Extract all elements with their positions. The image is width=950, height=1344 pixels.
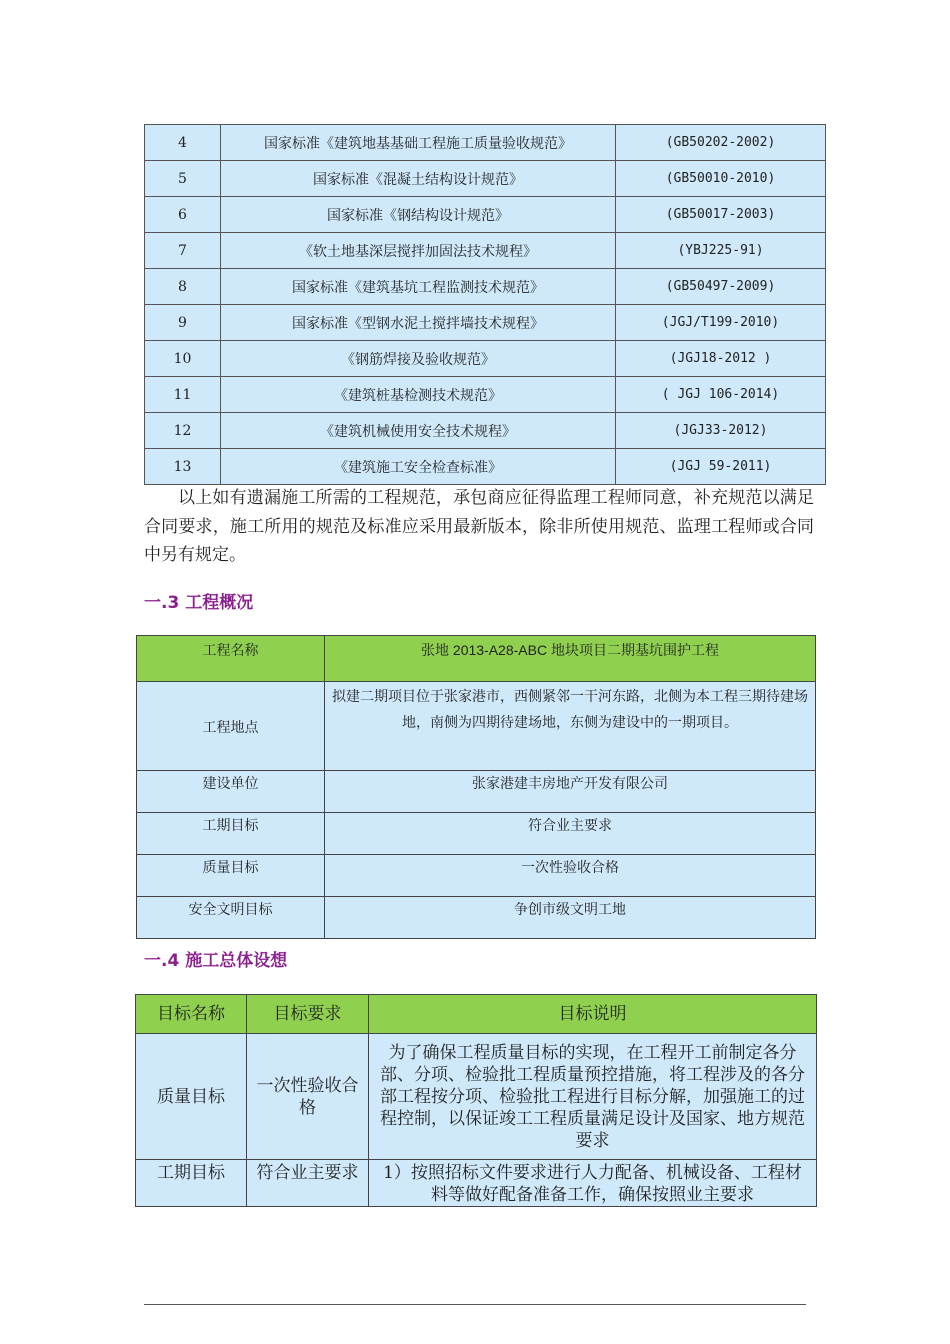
table-row bbox=[145, 305, 826, 341]
std-name: 《建筑施工安全检查标准》 bbox=[221, 449, 616, 485]
table-row bbox=[145, 341, 826, 377]
std-no: 8 bbox=[145, 269, 221, 305]
overview-value: 张地 2013-A28-ABC 地块项目二期基坑围护工程 bbox=[325, 636, 816, 682]
std-code: (GB50497-2009) bbox=[616, 269, 826, 305]
goal-requirement: 一次性验收合格 bbox=[247, 1034, 369, 1160]
std-no: 7 bbox=[145, 233, 221, 269]
std-no: 5 bbox=[145, 161, 221, 197]
std-code: (GB50010-2010) bbox=[616, 161, 826, 197]
std-name: 《钢筋焊接及验收规范》 bbox=[221, 341, 616, 377]
overview-label: 安全文明目标 bbox=[137, 897, 325, 939]
overview-value: 争创市级文明工地 bbox=[325, 897, 816, 939]
table-row bbox=[137, 855, 816, 897]
column-header: 目标要求 bbox=[247, 995, 369, 1034]
goal-requirement: 符合业主要求 bbox=[247, 1160, 369, 1207]
project-overview-table bbox=[136, 635, 816, 939]
standards-note-paragraph: 以上如有遗漏施工所需的工程规范，承包商应征得监理工程师同意，补充规范以满足合同要求，施工所用的规范及标准应采用最新版本，除非所使用规范、监理工程师或合同中另有规定。 bbox=[144, 488, 814, 565]
std-name: 国家标准《建筑基坑工程监测技术规范》 bbox=[221, 269, 616, 305]
std-name: 《建筑机械使用安全技术规程》 bbox=[221, 413, 616, 449]
std-code: (YBJ225-91) bbox=[616, 233, 826, 269]
std-code: (JGJ/T199-2010) bbox=[616, 305, 826, 341]
std-name: 国家标准《混凝土结构设计规范》 bbox=[221, 161, 616, 197]
table-row bbox=[145, 377, 826, 413]
table-row bbox=[145, 269, 826, 305]
goal-description: 1）按照招标文件要求进行人力配备、机械设备、工程材料等做好配备准备工作，确保按照业主要求 bbox=[369, 1160, 817, 1207]
table-row bbox=[136, 1034, 817, 1160]
construction-goals-table bbox=[135, 994, 817, 1207]
table-row bbox=[137, 813, 816, 855]
std-code: (JGJ18-2012 ) bbox=[616, 341, 826, 377]
std-no: 12 bbox=[145, 413, 221, 449]
overview-label: 建设单位 bbox=[137, 771, 325, 813]
table-row bbox=[137, 771, 816, 813]
table-row bbox=[145, 125, 826, 161]
overview-value: 张家港建丰房地产开发有限公司 bbox=[325, 771, 816, 813]
std-code: (JGJ 59-2011) bbox=[616, 449, 826, 485]
overview-label: 工程地点 bbox=[137, 682, 325, 771]
std-no: 4 bbox=[145, 125, 221, 161]
std-code: ( JGJ 106-2014) bbox=[616, 377, 826, 413]
table-row bbox=[137, 897, 816, 939]
std-code: (GB50202-2002) bbox=[616, 125, 826, 161]
overview-value: 符合业主要求 bbox=[325, 813, 816, 855]
std-no: 9 bbox=[145, 305, 221, 341]
std-no: 11 bbox=[145, 377, 221, 413]
overview-label: 工程名称 bbox=[137, 636, 325, 682]
std-name: 《建筑桩基检测技术规范》 bbox=[221, 377, 616, 413]
table-row bbox=[145, 233, 826, 269]
overview-value: 拟建二期项目位于张家港市，西侧紧邻一干河东路，北侧为本工程三期待建场地，南侧为四期待建场地，东侧为建设中的一期项目。 bbox=[325, 682, 816, 771]
std-name: 国家标准《钢结构设计规范》 bbox=[221, 197, 616, 233]
table-row bbox=[145, 197, 826, 233]
table-row bbox=[145, 449, 826, 485]
table-header-row bbox=[136, 995, 817, 1034]
table-row bbox=[137, 682, 816, 771]
column-header: 目标说明 bbox=[369, 995, 817, 1034]
table-row bbox=[137, 636, 816, 682]
std-no: 13 bbox=[145, 449, 221, 485]
goal-description: 为了确保工程质量目标的实现，在工程开工前制定各分部、分项、检验批工程质量预控措施，将工程涉及的各分部工程按分项、检验批工程进行目标分解，加强施工的过程控制，以保证竣工工程质量满足设计及国家、地方规范要求 bbox=[369, 1034, 817, 1160]
footer-divider bbox=[144, 1304, 806, 1305]
standards-table bbox=[144, 124, 826, 485]
goal-name: 质量目标 bbox=[136, 1034, 247, 1160]
goal-name: 工期目标 bbox=[136, 1160, 247, 1207]
std-no: 10 bbox=[145, 341, 221, 377]
section-heading-overview: 一.3 工程概况 bbox=[144, 593, 254, 613]
overview-label: 工期目标 bbox=[137, 813, 325, 855]
table-row bbox=[145, 161, 826, 197]
std-name: 国家标准《型钢水泥土搅拌墙技术规程》 bbox=[221, 305, 616, 341]
overview-label: 质量目标 bbox=[137, 855, 325, 897]
std-name: 国家标准《建筑地基基础工程施工质量验收规范》 bbox=[221, 125, 616, 161]
overview-value: 一次性验收合格 bbox=[325, 855, 816, 897]
std-no: 6 bbox=[145, 197, 221, 233]
std-name: 《软土地基深层搅拌加固法技术规程》 bbox=[221, 233, 616, 269]
column-header: 目标名称 bbox=[136, 995, 247, 1034]
section-heading-construction-plan: 一.4 施工总体设想 bbox=[144, 951, 288, 971]
table-row bbox=[145, 413, 826, 449]
std-code: (GB50017-2003) bbox=[616, 197, 826, 233]
std-code: (JGJ33-2012) bbox=[616, 413, 826, 449]
table-row bbox=[136, 1160, 817, 1207]
